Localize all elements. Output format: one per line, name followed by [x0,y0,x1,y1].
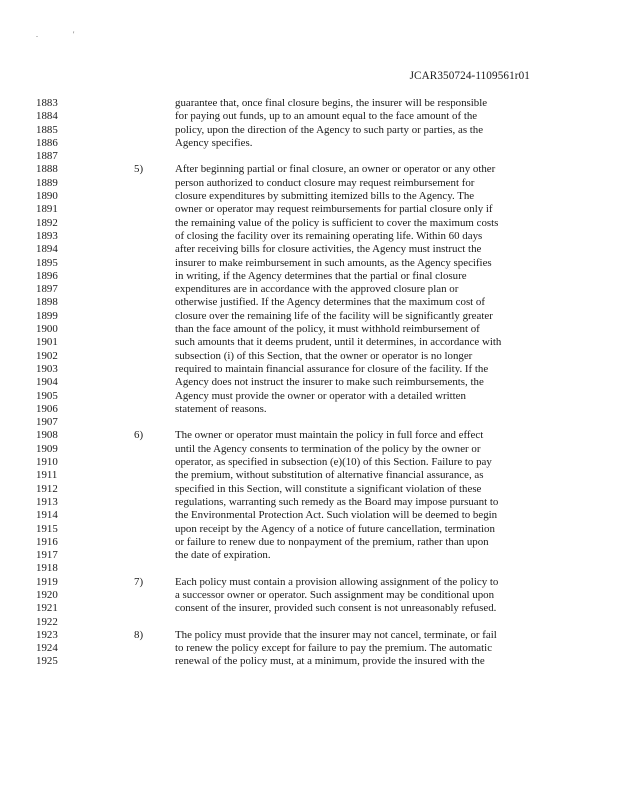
scan-speck: . [36,30,38,39]
line-number: 1912 [36,482,58,495]
document-line [0,203,618,216]
line-number: 1904 [36,376,58,389]
line-number: 1895 [36,256,58,269]
line-number: 1916 [36,535,58,548]
document-line [0,496,618,509]
line-number: 1891 [36,203,58,216]
document-line [0,523,618,536]
line-number: 1903 [36,362,58,375]
document-line [0,602,618,615]
line-number: 1911 [36,469,58,482]
line-text: consent of the insurer, provided such consent is not unreasonably refused. [175,602,497,615]
document-line [0,177,618,190]
document-line [0,163,618,176]
document-line [0,390,618,403]
document-line [0,137,618,150]
line-number: 1921 [36,602,58,615]
line-text: after receiving bills for closure activities, the Agency must instruct the [175,243,482,256]
line-text: expenditures are in accordance with the approved closure plan or [175,283,459,296]
line-number: 1892 [36,216,58,229]
line-number: 1883 [36,97,58,109]
document-line [0,150,618,163]
line-number: 1887 [36,150,58,163]
line-text: owner or operator may request reimbursements for partial closure only if [175,203,493,216]
line-number: 1894 [36,243,58,256]
document-line [0,589,618,602]
line-number: 1905 [36,389,58,402]
item-number: 8) [134,628,144,641]
line-text: to renew the policy except for failure to pay the premium. The automatic [175,642,493,655]
document-line [0,536,618,549]
document-line [0,483,618,496]
line-text: closure over the remaining life of the facility will be significantly greater [175,309,493,322]
document-line [0,97,618,110]
line-text: in writing, if the Agency determines that the partial or final closure [175,269,467,282]
line-number: 1918 [36,562,58,575]
document-line [0,655,618,668]
document-line [0,363,618,376]
line-text: the remaining value of the policy is sufficient to cover the maximum costs [175,216,499,229]
line-number: 1909 [36,442,58,455]
line-text: or failure to renew due to nonpayment of the premium, rather than upon [175,535,489,548]
document-line [0,323,618,336]
line-text: The owner or operator must maintain the policy in full force and effect [175,429,484,442]
document-line [0,350,618,363]
scan-speck: ' [73,30,75,39]
line-number: 1925 [36,655,58,668]
line-text: for paying out funds, up to an amount equal to the face amount of the [175,110,478,123]
document-line [0,376,618,389]
line-text: subsection (i) of this Section, that the owner or operator is no longer [175,349,473,362]
line-number: 1924 [36,642,58,655]
document-line [0,243,618,256]
line-text: the Environmental Protection Act. Such violation will be deemed to begin [175,509,498,522]
line-text: insurer to make reimbursement in such amounts, as the Agency specifies [175,256,492,269]
document-line [0,296,618,309]
document-line [0,403,618,416]
line-number: 1908 [36,429,58,442]
document-line [0,562,618,575]
document-line [0,190,618,203]
line-text: until the Agency consents to termination of the policy by the owner or [175,442,481,455]
line-text: otherwise justified. If the Agency determines that the maximum cost of [175,296,485,309]
line-number: 1923 [36,628,58,641]
line-number: 1902 [36,349,58,362]
document-line [0,469,618,482]
line-number: 1914 [36,509,58,522]
line-text: Agency does not instruct the insurer to make such reimbursements, the [175,376,484,389]
line-number: 1910 [36,456,58,469]
line-number: 1893 [36,229,58,242]
document-body [0,97,618,669]
document-line [0,576,618,589]
line-text: the date of expiration. [175,549,271,562]
line-text: such amounts that it deems prudent, until it determines, in accordance with [175,336,502,349]
line-text: After beginning partial or final closure, an owner or operator or any other [175,163,496,176]
line-text: Agency specifies. [175,136,253,149]
line-text: a successor owner or operator. Such assignment may be conditional upon [175,588,495,601]
line-number: 1888 [36,163,58,176]
line-text: person authorized to conduct closure may request reimbursement for [175,176,475,189]
item-number: 5) [134,163,144,176]
line-text: closure expenditures by submitting itemized bills to the Agency. The [175,190,475,203]
line-number: 1917 [36,549,58,562]
line-number: 1919 [36,575,58,588]
line-text: upon receipt by the Agency of a notice of future cancellation, termination [175,522,495,535]
line-text: Each policy must contain a provision allowing assignment of the policy to [175,575,499,588]
line-number: 1922 [36,615,58,628]
line-text: guarantee that, once final closure begins, the insurer will be responsible [175,97,488,109]
line-number: 1884 [36,110,58,123]
line-number: 1906 [36,402,58,415]
line-number: 1885 [36,123,58,136]
line-number: 1889 [36,176,58,189]
document-line [0,429,618,442]
line-number: 1907 [36,416,58,429]
document-line [0,257,618,270]
document-line [0,110,618,123]
line-text: statement of reasons. [175,402,267,415]
document-line [0,230,618,243]
line-text: required to maintain financial assurance for closure of the facility. If the [175,362,489,375]
document-line [0,456,618,469]
document-line [0,549,618,562]
line-number: 1898 [36,296,58,309]
item-number: 7) [134,575,144,588]
line-number: 1899 [36,309,58,322]
line-number: 1915 [36,522,58,535]
line-number: 1890 [36,190,58,203]
document-line [0,616,618,629]
line-number: 1920 [36,588,58,601]
line-text: policy, upon the direction of the Agency to such party or parties, as the [175,123,484,136]
line-text: specified in this Section, will constitute a significant violation of these [175,482,482,495]
document-line [0,270,618,283]
line-text: renewal of the policy must, at a minimum, provide the insured with the [175,655,485,668]
line-number: 1900 [36,323,58,336]
line-text: operator, as specified in subsection (e)(10) of this Section. Failure to pay [175,456,492,469]
line-text: of closing the facility over its remaining operating life. Within 60 days [175,229,483,242]
document-line [0,509,618,522]
document-line [0,124,618,137]
document-line [0,443,618,456]
document-line [0,629,618,642]
document-line [0,310,618,323]
line-number: 1896 [36,269,58,282]
line-number: 1897 [36,283,58,296]
document-line [0,642,618,655]
line-number: 1913 [36,495,58,508]
line-text: the premium, without substitution of alternative financial assurance, as [175,469,484,482]
line-text: than the face amount of the policy, it must withhold reimbursement of [175,323,480,336]
line-number: 1886 [36,136,58,149]
line-text: regulations, warranting such remedy as the Board may impose pursuant to [175,495,499,508]
document-line [0,283,618,296]
line-text: The policy must provide that the insurer may not cancel, terminate, or fail [175,628,497,641]
document-id: JCAR350724-1109561r01 [409,70,530,82]
line-number: 1901 [36,336,58,349]
item-number: 6) [134,429,144,442]
line-text: Agency must provide the owner or operator with a detailed written [175,389,466,402]
document-line [0,416,618,429]
document-line [0,336,618,349]
document-line [0,217,618,230]
